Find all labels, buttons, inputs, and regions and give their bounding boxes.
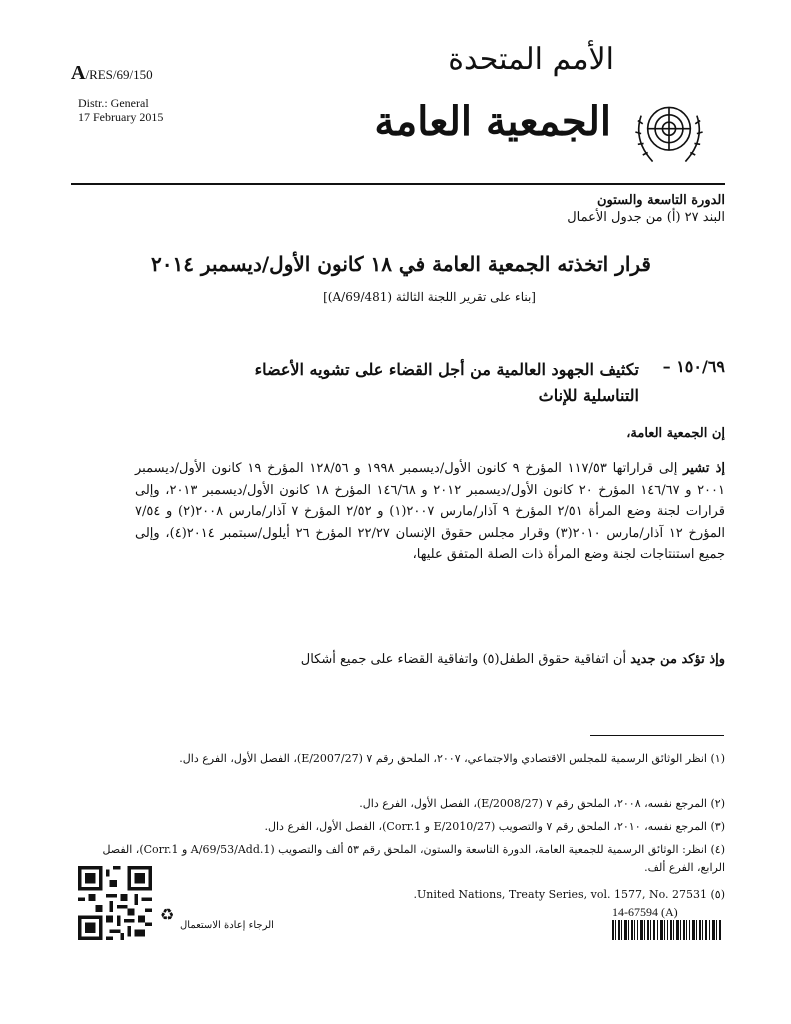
recycle-icon: ♻ <box>160 905 175 924</box>
symbol-prefix: A <box>71 62 86 84</box>
document-symbol <box>71 62 153 85</box>
symbol-rest: /RES/69/150 <box>85 67 153 82</box>
footnote-4: (٤) انظر: الوثائق الرسمية للجمعية العامة، الدورة التاسعة والستون، الملحق رقم ٥٣ ألف والتصويب (A/69/53/Add.1 و Corr.1)، الفصل الرابع، الفرع ألف. <box>102 843 725 874</box>
qr-code-icon <box>78 866 152 940</box>
distribution-block <box>78 96 163 124</box>
barcode-icon <box>612 920 722 940</box>
resolution-title: قرار اتخذته الجمعية العامة في ١٨ كانون الأول/ديسمبر ٢٠١٤ <box>151 252 651 276</box>
issue-date: 17 February 2015 <box>78 110 164 124</box>
header-rule <box>71 183 725 185</box>
un-emblem-icon <box>628 91 710 173</box>
footnote-1: (١) انظر الوثائق الرسمية للمجلس الاقتصادي والاجتماعي، ٢٠٠٧، الملحق رقم ٧ (E/2007/27)، الفصل الأول، الفرع دال. <box>179 752 725 765</box>
general-assembly-title: الجمعية العامة <box>374 98 611 145</box>
agenda-item: البند ٢٧ (أ) من جدول الأعمال <box>567 210 725 225</box>
paragraph-1 <box>135 458 725 566</box>
resolution-heading: تكثيف الجهود العالمية من أجل القضاء على تشويه الأعضاء التناسلية للإناث <box>254 360 639 405</box>
footnote-5: (٥) United Nations, Treaty Series, vol. 1577, No. 27531. <box>413 888 725 901</box>
preamble: إن الجمعية العامة، <box>626 426 725 441</box>
paragraph-1-keyword: إذ تشير <box>683 461 725 476</box>
footnote-2: (٢) المرجع نفسه، ٢٠٠٨، الملحق رقم ٧ (E/2008/27)، الفصل الأول، الفرع دال. <box>359 797 725 810</box>
document-code: 14-67594 (A) <box>612 905 678 919</box>
session: الدورة التاسعة والستون <box>596 193 725 208</box>
footnote-3: (٣) المرجع نفسه، ٢٠١٠، الملحق رقم ٧ والتصويب (E/2010/27 و Corr.1)، الفصل الأول، الفرع دال. <box>264 820 725 833</box>
paragraph-2-text: أن اتفاقية حقوق الطفل(٥) واتفاقية القضاء على جميع أشكال <box>300 652 631 667</box>
distribution: Distr.: General <box>78 96 149 110</box>
resolution-number: ١٥٠/٦٩ – <box>662 357 725 376</box>
un-name: الأمم المتحدة <box>448 42 614 77</box>
paragraph-2 <box>135 649 725 671</box>
resolution-basis: [بناء على تقرير اللجنة الثالثة (A/69/481)] <box>323 290 536 304</box>
paragraph-2-keyword: وإذ تؤكد من جديد <box>630 652 725 667</box>
footnote-rule <box>590 735 724 736</box>
paragraph-1-text: إلى قراراتها ١١٧/٥٣ المؤرخ ٩ كانون الأول/ديسمبر ١٩٩٨ و ١٢٨/٥٦ المؤرخ ١٩ كانون الأول/ديسمبر ٢٠٠١ و ١٤٦/٦٧ المؤرخ ٢٠ كانون الأول/ديسمبر ٢٠١٢ و ١٤٦/٦٨ المؤرخ ١٨ كانون الأول/ديسمبر ٢٠١٣، وإلى قرارات لجنة وضع المرأة ٢/٥١ المؤرخ ٩ آذار/مارس ٢٠٠٧(١) و ٢/٥٢ المؤرخ ٧ آذار/مارس ٢٠٠٨(٢) و ٧/٥٤ المؤرخ ١٢ آذار/مارس ٢٠١٠(٣) وقرار مجلس حقوق الإنسان ٢٢/٢٧ المؤرخ ٢٦ أيلول/سبتمبر ٢٠١٤(٤)، وإلى جميع استنتاجات لجنة وضع المرأة ذات الصلة المتفق عليها، <box>135 461 725 562</box>
recycle-text: الرجاء إعادة الاستعمال <box>180 920 274 931</box>
